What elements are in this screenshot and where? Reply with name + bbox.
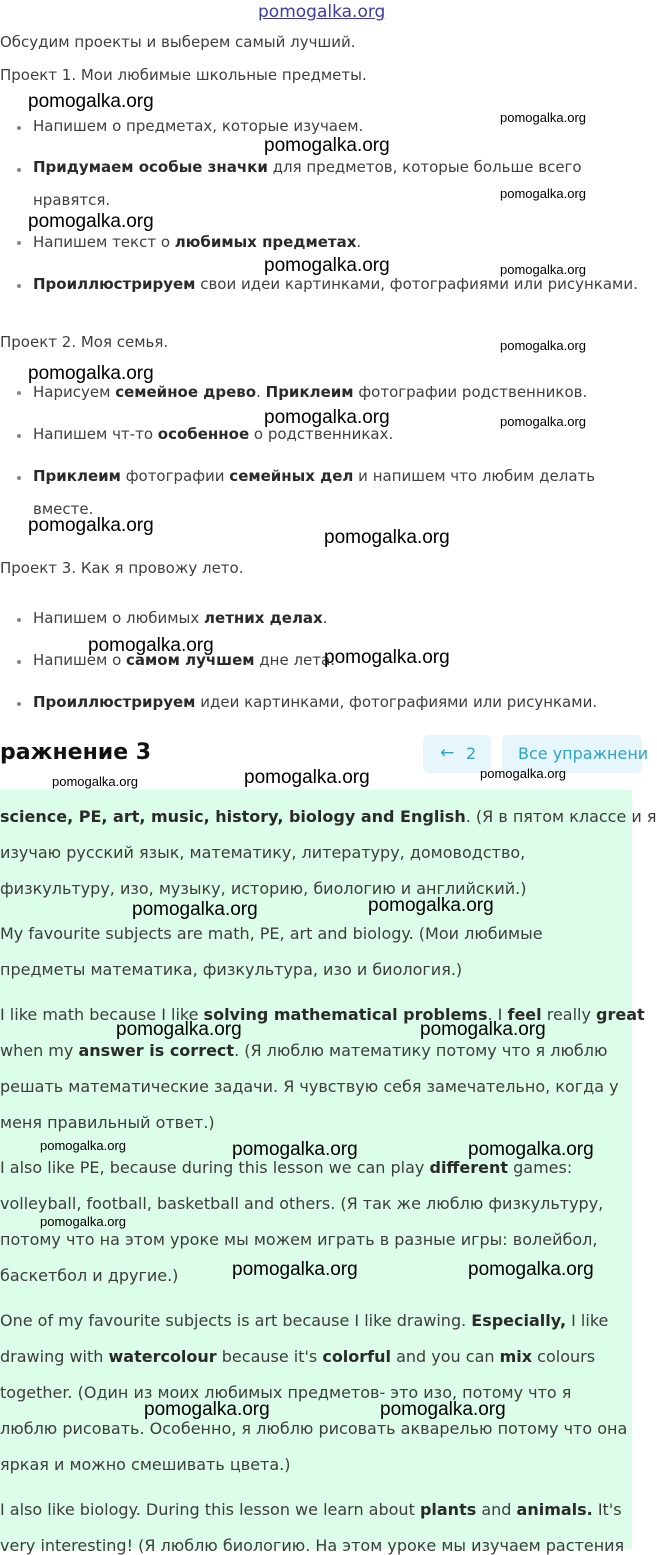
- answer-line: люблю рисовать. Особенно, я люблю рисовать акварелью потому что она: [0, 1419, 628, 1438]
- answer-line: volleyball, football, basketball and others. (Я так же люблю физкультуру,: [0, 1194, 604, 1213]
- project2-title: Проект 2. Моя семья.: [0, 333, 169, 351]
- watermark: pomogalka.org: [232, 1139, 358, 1160]
- list-item: Напишем текст о любимых предметах.: [33, 233, 362, 251]
- watermark: pomogalka.org: [368, 895, 494, 916]
- watermark: pomogalka.org: [264, 255, 390, 276]
- watermark: pomogalka.org: [132, 899, 258, 920]
- watermark: pomogalka.org: [420, 1019, 546, 1040]
- list-item: Нарисуем семейное древо. Приклеим фотографии родственников.: [33, 383, 588, 401]
- watermark: pomogalka.org: [244, 767, 370, 788]
- watermark: pomogalka.org: [28, 91, 154, 112]
- watermark: pomogalka.org: [324, 647, 450, 668]
- answer-line: баскетбол и другие.): [0, 1266, 179, 1285]
- arrow-left-icon: ←: [440, 743, 455, 763]
- bullet: [17, 168, 21, 172]
- list-item: Напишем чт-то особенное о родственниках.: [33, 425, 394, 443]
- bullet: [17, 476, 21, 480]
- watermark: pomogalka.org: [500, 414, 586, 429]
- watermark: pomogalka.org: [264, 407, 390, 428]
- bullet: [17, 618, 21, 622]
- bullet: [17, 702, 21, 706]
- list-item: Придумаем особые значки для предметов, которые больше всего: [33, 158, 582, 176]
- answer-line: drawing with watercolour because it's colorful and you can mix colours: [0, 1347, 596, 1366]
- watermark: pomogalka.org: [28, 211, 154, 232]
- bullet: [17, 434, 21, 438]
- answer-line: science, PE, art, music, history, biology and English. (Я в пятом классе и я: [0, 807, 657, 826]
- answer-line: потому что на этом уроке мы можем играть в разные игры: волейбол,: [0, 1230, 598, 1249]
- watermark-top[interactable]: pomogalka.org: [258, 2, 386, 22]
- all-exercises-label: Все упражнени: [518, 744, 649, 763]
- project1-title: Проект 1. Мои любимые школьные предметы.: [0, 66, 367, 84]
- watermark: pomogalka.org: [28, 515, 154, 536]
- answer-line: изучаю русский язык, математику, литературу, домоводство,: [0, 843, 526, 862]
- bullet: [17, 391, 21, 395]
- watermark: pomogalka.org: [116, 1019, 242, 1040]
- watermark: pomogalka.org: [500, 338, 586, 353]
- watermark: pomogalka.org: [500, 186, 586, 201]
- list-item: Проиллюстрируем идеи картинками, фотографиями или рисунками.: [33, 693, 598, 711]
- list-item-continuation: вместе.: [33, 500, 94, 518]
- bullet: [17, 126, 21, 130]
- watermark: pomogalka.org: [40, 1214, 126, 1229]
- answer-line: решать математические задачи. Я чувствую себя замечательно, когда у: [0, 1077, 619, 1096]
- answer-line: My favourite subjects are math, PE, art and biology. (Мои любимые: [0, 924, 543, 943]
- answer-line: физкультуру, изо, музыку, историю, биологию и английский.): [0, 879, 527, 898]
- bullet: [17, 660, 21, 664]
- watermark: pomogalka.org: [40, 1138, 126, 1153]
- watermark: pomogalka.org: [500, 262, 586, 277]
- bullet: [17, 284, 21, 288]
- watermark: pomogalka.org: [480, 766, 566, 781]
- list-item: Напишем о самом лучшем дне лета.: [33, 651, 335, 669]
- watermark: pomogalka.org: [468, 1259, 594, 1280]
- answer-line: when my answer is correct. (Я люблю математику потому что я люблю: [0, 1041, 608, 1060]
- watermark: pomogalka.org: [144, 1399, 270, 1420]
- watermark: pomogalka.org: [500, 110, 586, 125]
- project3-title: Проект 3. Как я провожу лето.: [0, 559, 244, 577]
- list-item-continuation: нравятся.: [33, 191, 111, 209]
- answer-line: яркая и можно смешивать цвета.): [0, 1455, 291, 1474]
- watermark: pomogalka.org: [324, 527, 450, 548]
- watermark: pomogalka.org: [52, 774, 138, 789]
- list-item: Проиллюстрируем свои идеи картинками, фотографиями или рисунками.: [33, 275, 638, 293]
- answer-line: very interesting! (Я люблю биологию. На этом уроке мы изучаем растения: [0, 1536, 625, 1555]
- answer-line: I like math because I like solving mathematical problems. I feel really great: [0, 1005, 645, 1024]
- answer-line: I also like biology. During this lesson we learn about plants and animals. It's: [0, 1500, 622, 1519]
- list-item: Приклеим фотографии семейных дел и напишем что любим делать: [33, 467, 596, 485]
- prev-exercise-number: 2: [466, 744, 477, 763]
- watermark: pomogalka.org: [232, 1259, 358, 1280]
- answer-line: I also like PE, because during this lesson we can play different games:: [0, 1158, 573, 1177]
- list-item: Напишем о любимых летних делах.: [33, 609, 328, 627]
- watermark: pomogalka.org: [468, 1139, 594, 1160]
- answer-line: together. (Один из моих любимых предметов- это изо, потому что я: [0, 1383, 572, 1402]
- intro-text: Обсудим проекты и выберем самый лучший.: [0, 33, 356, 51]
- answer-line: меня правильный ответ.): [0, 1113, 215, 1132]
- list-item: Напишем о предметах, которые изучаем.: [33, 117, 364, 135]
- watermark: pomogalka.org: [88, 635, 214, 656]
- watermark: pomogalka.org: [380, 1399, 506, 1420]
- bullet: [17, 241, 21, 245]
- answer-line: предметы математика, физкультура, изо и биология.): [0, 960, 463, 979]
- watermark: pomogalka.org: [28, 363, 154, 384]
- exercise-title: ражнение 3: [0, 740, 152, 765]
- answer-line: One of my favourite subjects is art because I like drawing. Especially, I like: [0, 1311, 609, 1330]
- watermark: pomogalka.org: [264, 135, 390, 156]
